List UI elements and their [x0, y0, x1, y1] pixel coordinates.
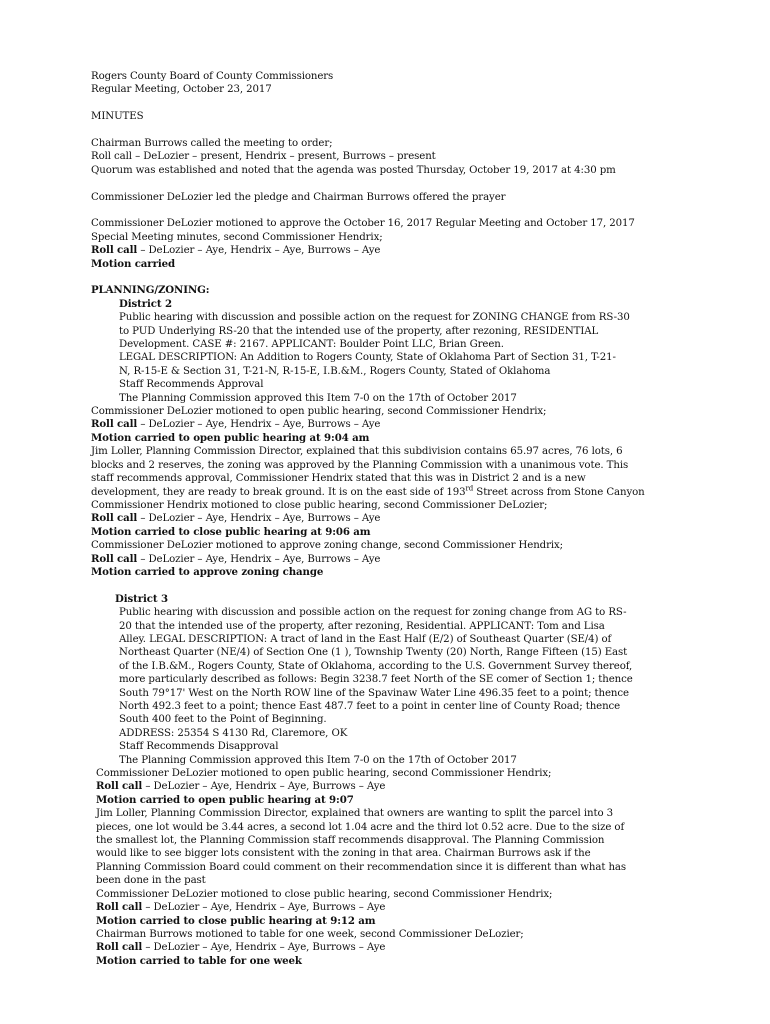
district-2-discussion-1: Jim Loller, Planning Commission Director, explained that this subdivision contains 65.97 acres, 76 lots, 6 — [91, 446, 623, 458]
district-2-open-motion: Commissioner DeLozier motioned to open public hearing, second Commissioner Hendrix; — [91, 406, 547, 418]
district-3-table-result: Motion carried to table for one week — [96, 954, 302, 967]
district-3-text-9: South 400 feet to the Point of Beginning. — [119, 714, 327, 726]
district-3-text-4: Northeast Quarter (NE/4) of Section One (1 ), Township Twenty (20) North, Range Fifteen (15) East — [119, 647, 628, 659]
roll-call-label: Roll call — [96, 780, 143, 793]
roll-call-label: Roll call — [91, 552, 138, 565]
district-3-text-3: Alley. LEGAL DESCRIPTION: A tract of land in the East Half (E/2) of Southeast Quarter (SE/4) of — [119, 633, 612, 645]
planning-zoning-section — [91, 284, 696, 968]
roll-call-votes: – DeLozier – Aye, Hendrix – Aye, Burrows – Aye — [142, 942, 386, 954]
district-2-commission-vote: The Planning Commission approved this Item 7-0 on the 17th of October 2017 — [119, 392, 517, 404]
district-3-staff-rec: Staff Recommends Disapproval — [119, 741, 279, 753]
district-3-discussion-4: would like to see bigger lots consistent with the zoning in that area. Chairman Burrows ask if the — [96, 848, 591, 860]
spacer — [91, 204, 696, 217]
opening-section — [91, 137, 696, 204]
district-3-text-2: 20 that the intended use of the property, after rezoning, Residential. APPLICANT: Tom and Lisa — [119, 620, 605, 632]
district-2-roll-call-1 — [91, 418, 696, 431]
spacer — [91, 177, 696, 190]
district-3-table-motion: Chairman Burrows motioned to table for one week, second Commissioner DeLozier; — [96, 928, 524, 940]
roll-call-label: Roll call — [91, 418, 138, 431]
discussion-text: Street across from Stone Canyon — [473, 486, 645, 498]
district-2-roll-call-2 — [91, 512, 696, 525]
discussion-text: development, they are ready to break ground. It is on the east side of 193 — [91, 486, 466, 498]
district-3-discussion-1: Jim Loller, Planning Commission Director, explained that owners are wanting to split the parcel into 3 — [96, 808, 614, 820]
district-2-text-2: to PUD Underlying RS-20 that the intended use of the property, after rezoning, RESIDENTIAL — [119, 325, 599, 337]
roll-call-label: Roll call — [96, 941, 143, 954]
district-2-text-1: Public hearing with discussion and possible action on the request for ZONING CHANGE from RS-30 — [119, 312, 630, 324]
district-3-roll-call-2 — [91, 901, 696, 914]
district-2-approve-result: Motion carried to approve zoning change — [91, 565, 324, 578]
district-2-discussion-4 — [91, 486, 696, 499]
district-3-text-7: South 79°17' West on the North ROW line of the Spavinaw Water Line 496.35 feet to a point; thence — [119, 687, 629, 699]
spacer — [91, 579, 696, 592]
district-3-item — [91, 593, 696, 968]
minutes-approval-section — [91, 217, 696, 271]
pledge-statement: Commissioner DeLozier led the pledge and Chairman Burrows offered the prayer — [91, 191, 506, 203]
district-3-commission-vote: The Planning Commission approved this Item 7-0 on the 17th of October 2017 — [119, 754, 517, 766]
minutes-document — [91, 70, 696, 968]
district-2-staff-rec: Staff Recommends Approval — [119, 379, 264, 391]
district-3-roll-call-3 — [91, 941, 696, 954]
district-2-legal-1: LEGAL DESCRIPTION: An Addition to Rogers County, State of Oklahoma Part of Section 31, T-21- — [119, 352, 616, 364]
meeting-date: Regular Meeting, October 23, 2017 — [91, 84, 272, 96]
quorum-statement: Quorum was established and noted that the agenda was posted Thursday, October 19, 2017 at 4:30 pm — [91, 164, 616, 176]
district-2-text-3: Development. CASE #: 2167. APPLICANT: Boulder Point LLC, Brian Green. — [119, 339, 504, 351]
district-3-text-6: more particularly described as follows: Begin 3238.7 feet North of the SE comer of Section 1; thence — [119, 674, 633, 686]
district-3-close-result: Motion carried to close public hearing at 9:12 am — [96, 914, 376, 927]
approval-roll-call — [91, 244, 696, 257]
approval-motion-line-2: Special Meeting minutes, second Commissioner Hendrix; — [91, 231, 383, 243]
approval-motion-line-1: Commissioner DeLozier motioned to approve the October 16, 2017 Regular Meeting and October 17, 2017 — [91, 218, 635, 230]
roll-call-votes: – DeLozier – Aye, Hendrix – Aye, Burrows – Aye — [142, 902, 386, 914]
district-3-discussion-2: pieces, one lot would be 3.44 acres, a second lot 1.04 acre and the third lot 0.52 acre. Due to the size of — [96, 821, 625, 833]
district-3-open-motion: Commissioner DeLozier motioned to open public hearing, second Commissioner Hendrix; — [96, 768, 552, 780]
planning-heading: PLANNING/ZONING: — [91, 284, 210, 297]
district-2-discussion-3: staff recommends approval, Commissioner Hendrix stated that this was in District 2 and is a new — [91, 473, 586, 485]
district-2-discussion-2: blocks and 2 reserves, the zoning was approved by the Planning Commission with a unanimous vote. This — [91, 459, 629, 471]
district-3-address: ADDRESS: 25354 S 4130 Rd, Claremore, OK — [119, 727, 348, 739]
roll-call-votes: – DeLozier – Aye, Hendrix – Aye, Burrows – Aye — [137, 553, 381, 565]
spacer — [91, 97, 696, 110]
district-2-heading: District 2 — [119, 297, 172, 310]
district-2-roll-call-3 — [91, 553, 696, 566]
roll-call-label: Roll call — [91, 244, 138, 257]
district-3-text-1: Public hearing with discussion and possible action on the request for zoning change from AG to RS- — [119, 607, 627, 619]
roll-call-label: Roll call — [91, 512, 138, 525]
opening-roll-call: Roll call – DeLozier – present, Hendrix – present, Burrows – present — [91, 151, 436, 163]
roll-call-votes: – DeLozier – Aye, Hendrix – Aye, Burrows – Aye — [142, 781, 386, 793]
district-2-legal-2: N, R-15-E & Section 31, T-21-N, R-15-E, I.B.&M., Rogers County, Stated of Oklahoma — [119, 365, 551, 377]
district-3-text-8: North 492.3 feet to a point; thence East 487.7 feet to a point in center line of County Road; thence — [119, 701, 621, 712]
district-2-close-result: Motion carried to close public hearing at 9:06 am — [91, 525, 371, 538]
district-3-heading: District 3 — [115, 592, 168, 605]
roll-call-votes: – DeLozier – Aye, Hendrix – Aye, Burrows – Aye — [137, 419, 381, 431]
approval-motion-result: Motion carried — [91, 257, 176, 270]
call-to-order: Chairman Burrows called the meeting to order; — [91, 138, 333, 149]
district-2-close-motion: Commissioner Hendrix motioned to close public hearing, second Commissioner DeLozier; — [91, 499, 548, 511]
minutes-heading: MINUTES — [91, 111, 144, 123]
roll-call-votes: – DeLozier – Aye, Hendrix – Aye, Burrows – Aye — [137, 513, 381, 525]
spacer — [91, 124, 696, 137]
document-header — [91, 70, 696, 97]
district-3-discussion-6: been done in the past — [96, 875, 206, 887]
district-3-discussion-3: the smallest lot, the Planning Commission staff recommends disapproval. The Planning Commission — [96, 835, 605, 847]
district-3-roll-call-1 — [91, 780, 696, 793]
district-2-open-result: Motion carried to open public hearing at 9:04 am — [91, 431, 370, 444]
district-2-item — [91, 298, 696, 580]
roll-call-label: Roll call — [96, 901, 143, 914]
district-3-text-5: of the I.B.&M., Rogers County, State of Oklahoma, according to the U.S. Government Survey thereof, — [119, 660, 633, 672]
district-3-discussion-5: Planning Commission Board could comment on their recommendation since it is different than what has — [96, 861, 627, 873]
roll-call-votes: – DeLozier – Aye, Hendrix – Aye, Burrows – Aye — [137, 245, 381, 257]
district-2-approve-motion: Commissioner DeLozier motioned to approve zoning change, second Commissioner Hendrix; — [91, 540, 563, 552]
spacer — [91, 271, 696, 284]
ordinal-suffix: rd — [465, 484, 474, 493]
district-3-open-result: Motion carried to open public hearing at 9:07 — [96, 793, 354, 806]
district-3-close-motion: Commissioner DeLozier motioned to close public hearing, second Commissioner Hendrix; — [96, 888, 553, 900]
org-name: Rogers County Board of County Commissioners — [91, 71, 334, 82]
